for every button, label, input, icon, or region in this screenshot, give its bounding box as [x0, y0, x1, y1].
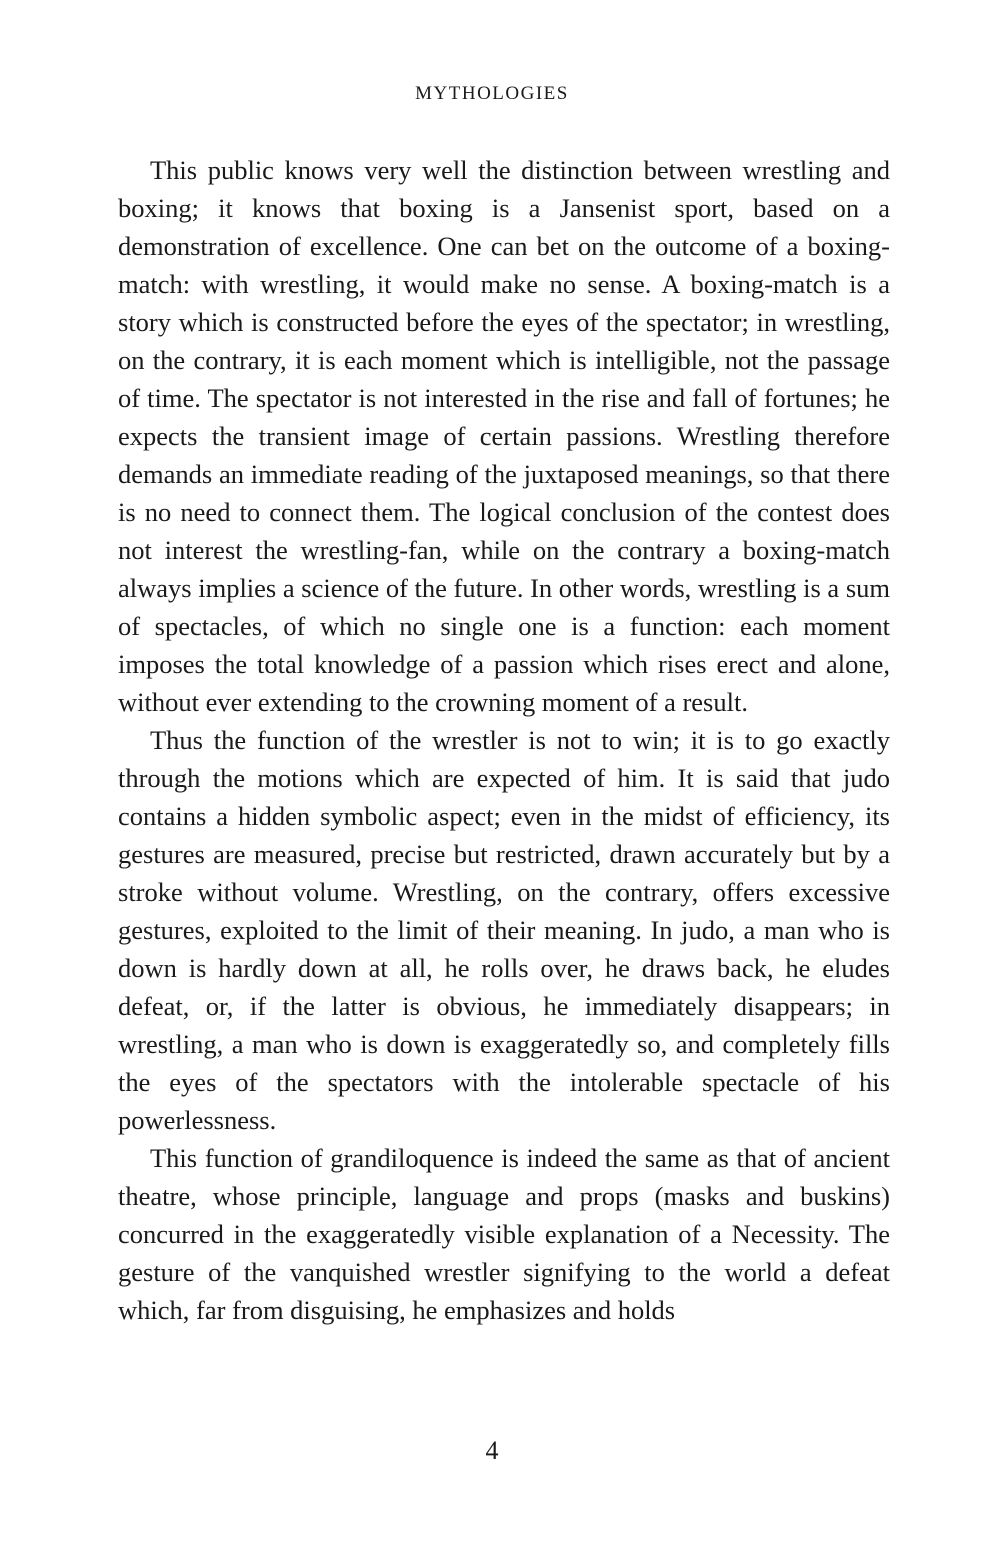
- paragraph: Thus the function of the wrestler is not to win; it is to go exactly through the motions which are expected of him. It is said that judo contains a hidden symbolic aspect; even in the midst of efficiency, its gestures are measured, precise but restricted, drawn accurately but by a stroke without volume. Wrestling, on the contrary, offers excessive gestures, exploited to the limit of their meaning. In judo, a man who is down is hardly down at all, he rolls over, he draws back, he eludes defeat, or, if the latter is obvious, he immediately disappears; in wrestling, a man who is down is exaggeratedly so, and completely fills the eyes of the spectators with the intolerable spectacle of his powerlessness.: [118, 725, 890, 1135]
- paragraph: This public knows very well the distinction between wrestling and boxing; it knows that boxing is a Jansenist sport, based on a demonstration of excellence. One can bet on the outcome of a boxing-match: with wrestling, it would make no sense. A boxing-match is a story which is constructed before the eyes of the spectator; in wrestling, on the contrary, it is each moment which is intelligible, not the passage of time. The spectator is not interested in the rise and fall of fortunes; he expects the transient image of certain passions. Wrestling therefore demands an immediate reading of the juxtaposed meanings, so that there is no need to connect them. The logical conclusion of the contest does not interest the wrestling-fan, while on the contrary a boxing-match always implies a science of the future. In other words, wrestling is a sum of spectacles, of which no single one is a function: each moment imposes the total knowledge of a passion which rises erect and alone, without ever extending to the crowning moment of a result.: [118, 155, 890, 717]
- running-head: MYTHOLOGIES: [415, 83, 569, 104]
- body-text: [118, 151, 890, 1329]
- paragraph: This function of grandiloquence is indeed the same as that of ancient theatre, whose principle, language and props (masks and buskins) concurred in the exaggeratedly visible explanation of a Necessity. The gesture of the vanquished wrestler signifying to the world a defeat which, far from disguising, he emphasizes and holds: [118, 1143, 890, 1325]
- page-number: 4: [485, 1436, 499, 1465]
